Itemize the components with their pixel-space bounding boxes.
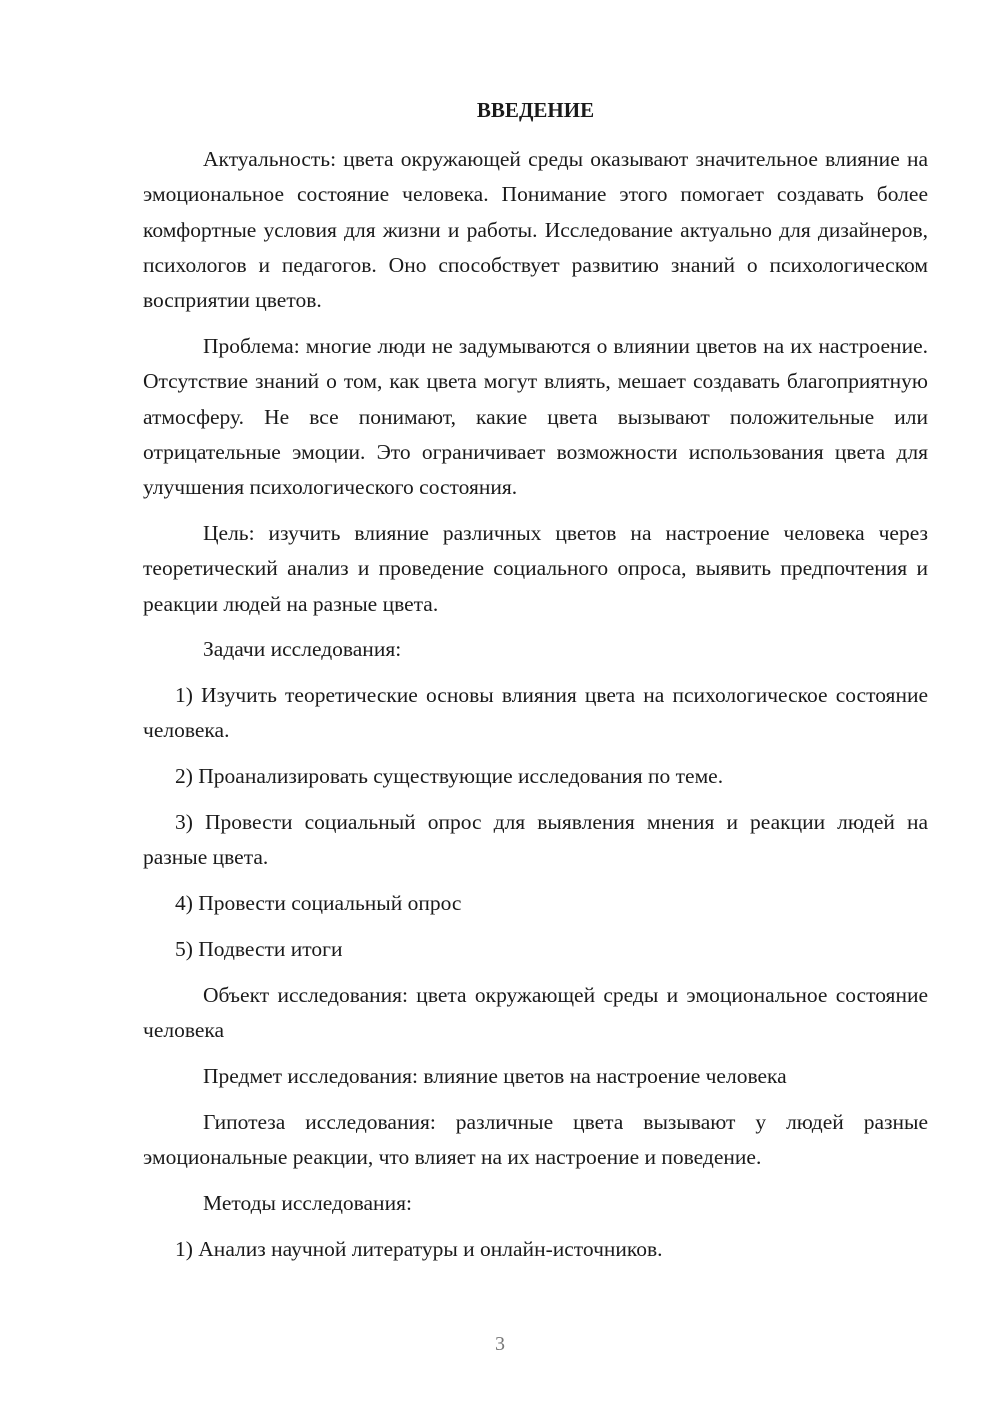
- task-item: 4) Провести социальный опрос: [175, 891, 462, 916]
- subject-paragraph: Предмет исследования: влияние цветов на настроение человека: [203, 1063, 787, 1088]
- page-number: 3: [495, 1333, 505, 1355]
- tasks-heading: Задачи исследования:: [203, 637, 402, 662]
- task-item: 3) Провести социальный опрос для выявления мнения и реакции людей на разные цвета.: [143, 810, 928, 870]
- relevance-paragraph: Актуальность: цвета окружающей среды оказывают значительное влияние на эмоциональное состояние человека. Понимание этого помогает создавать более комфортные условия для жизни и работы. Исследование актуально для дизайнеров, психологов и педагогов. Оно способствует развитию знаний о психологическом восприятии цветов.: [143, 147, 928, 313]
- method-item: 1) Анализ научной литературы и онлайн-источников.: [175, 1236, 663, 1261]
- task-item: 1) Изучить теоретические основы влияния цвета на психологическое состояние человека.: [143, 683, 928, 743]
- methods-heading: Методы исследования:: [203, 1190, 412, 1215]
- task-item: 2) Проанализировать существующие исследования по теме.: [175, 764, 724, 789]
- object-paragraph: Объект исследования: цвета окружающей среды и эмоциональное состояние человека: [143, 982, 928, 1043]
- page-title: ВВЕДЕНИЕ: [476, 98, 595, 122]
- problem-paragraph: Проблема: многие люди не задумываются о влиянии цветов на их настроение. Отсутствие знаний о том, как цвета могут влиять, мешает создавать благоприятную атмосферу. Не все понимают, какие цвета вызывают положительные или отрицательные эмоции. Это ограничивает возможности использования цвета для улучшения психологического состояния.: [143, 333, 928, 500]
- goal-paragraph: Цель: изучить влияние различных цветов на настроение человека через теоретический анализ и проведение социального опроса, выявить предпочтения и реакции людей на разные цвета.: [143, 520, 928, 616]
- hypothesis-paragraph: Гипотеза исследования: различные цвета вызывают у людей разные эмоциональные реакции, что влияет на их настроение и поведение.: [143, 1109, 928, 1169]
- task-item: 5) Подвести итоги: [175, 936, 343, 961]
- document-page: [143, 92, 928, 1277]
